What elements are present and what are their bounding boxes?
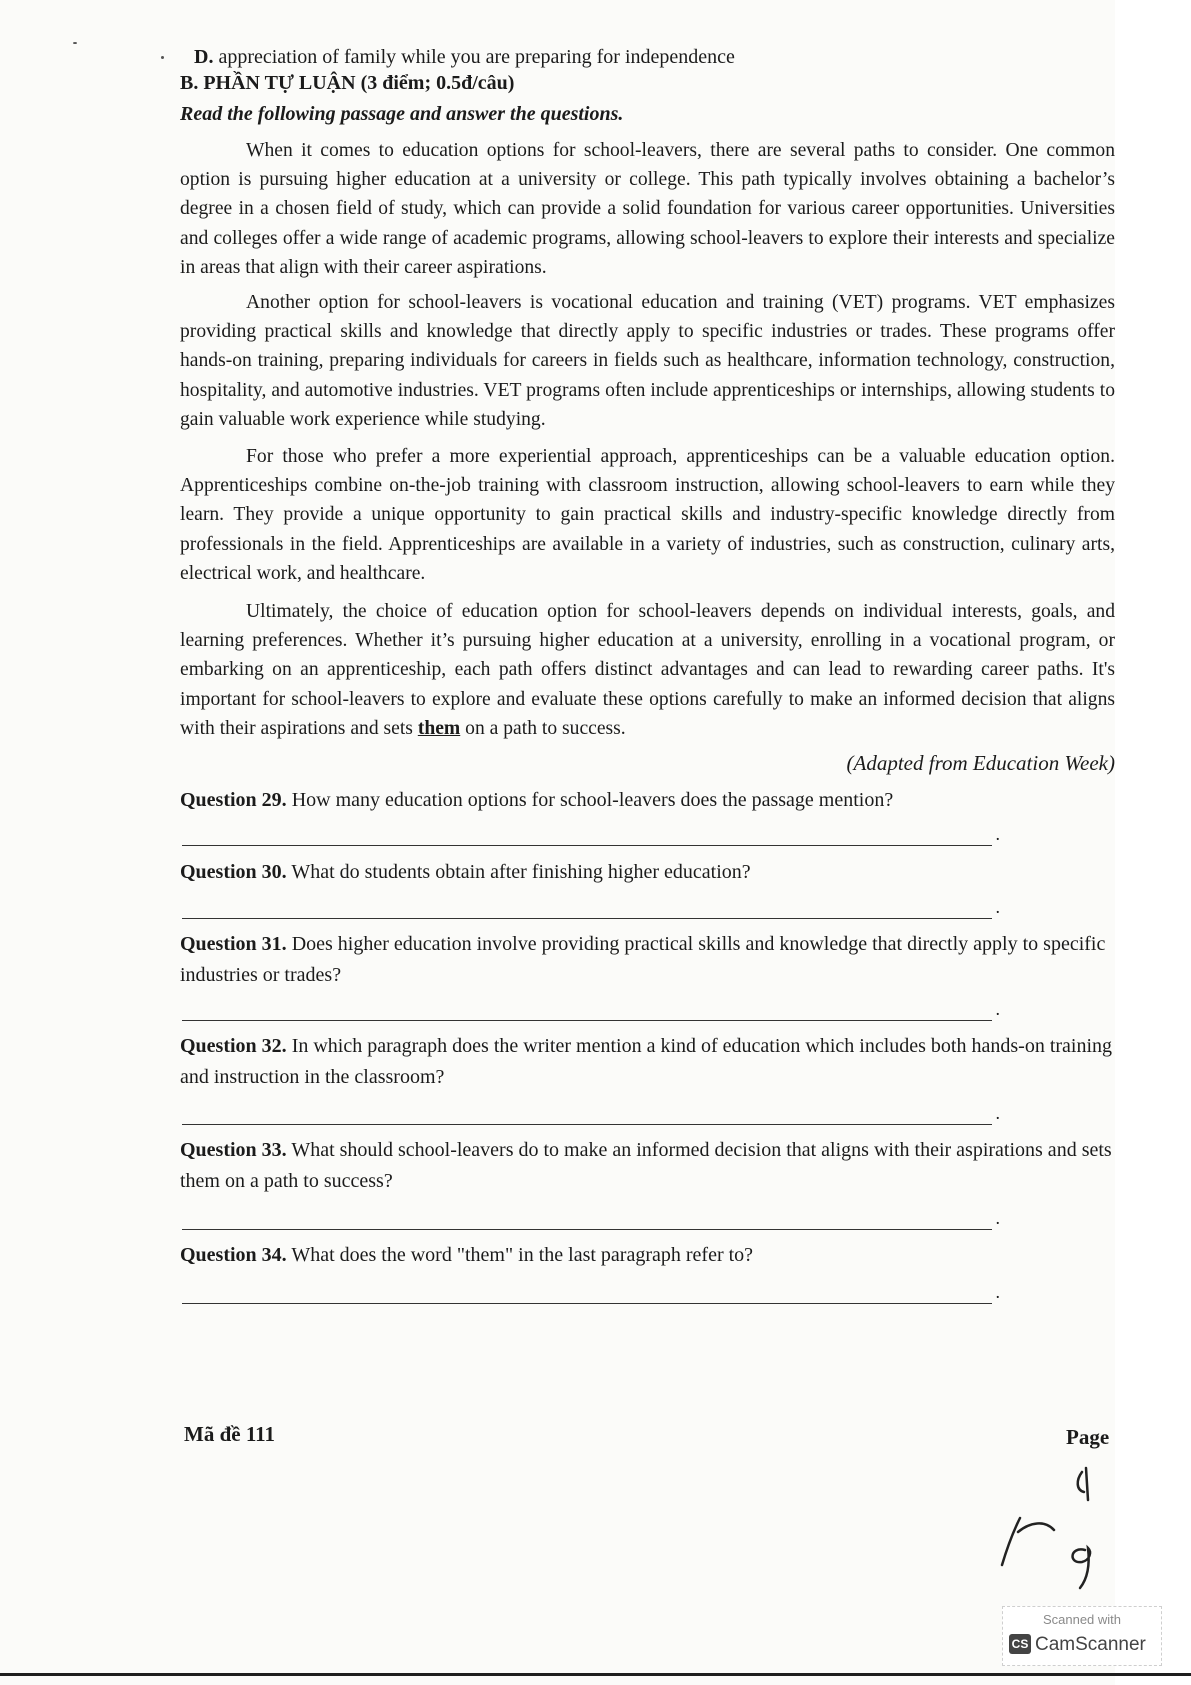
question-text: In which paragraph does the writer mention a kind of education which includes both hands-on training and instruction in the classroom? bbox=[180, 1035, 1113, 1088]
question-text: What should school-leavers do to make an informed decision that aligns with their aspirations and sets them on a path to success? bbox=[180, 1139, 1112, 1192]
scan-speck bbox=[161, 56, 164, 59]
answer-line-34[interactable] bbox=[182, 1303, 992, 1304]
question-32 bbox=[180, 1031, 1115, 1093]
scan-bottom-border bbox=[0, 1673, 1191, 1676]
option-text: appreciation of family while you are preparing for independence bbox=[213, 46, 735, 68]
camscanner-brand bbox=[1009, 1634, 1146, 1656]
option-d bbox=[194, 44, 735, 70]
scanned-with-text: Scanned with bbox=[1042, 1612, 1122, 1627]
instruction: Read the following passage and answer the questions. bbox=[180, 103, 624, 125]
question-label: Question 33. bbox=[180, 1139, 287, 1161]
answer-line-31[interactable] bbox=[182, 1020, 992, 1021]
scan-speck bbox=[73, 42, 77, 44]
question-text: What does the word "them" in the last paragraph refer to? bbox=[286, 1244, 754, 1266]
paragraph-4-ending: on a path to success. bbox=[460, 717, 626, 739]
question-label: Question 30. bbox=[180, 861, 287, 883]
answer-line-33[interactable] bbox=[182, 1229, 992, 1230]
answer-line-30[interactable] bbox=[182, 918, 992, 919]
section-title: B. PHẦN TỰ LUẬN (3 điểm; 0.5đ/câu) bbox=[180, 72, 515, 94]
passage-paragraph-1: When it comes to education options for school-leavers, there are several paths to consider. One common option is pursuing higher education at a university or college. This path typically involves obtaining a bachelor’s degree in a chosen field of study, which can provide a solid foundation for various career opportunities. Universities and colleges offer a wide range of academic programs, allowing school-leavers to explore their interests and specialize in areas that align with their career aspirations. bbox=[180, 140, 1115, 278]
option-letter: D. bbox=[194, 46, 214, 68]
question-text: What do students obtain after finishing higher education? bbox=[286, 861, 751, 883]
question-label: Question 31. bbox=[180, 933, 287, 955]
camscanner-logo-icon: CS bbox=[1009, 1634, 1031, 1654]
question-text: Does higher education involve providing practical skills and knowledge that directly apply to specific industries or trades? bbox=[180, 933, 1106, 986]
paragraph-4-text: Ultimately, the choice of education option for school-leavers depends on individual interests, goals, and learning preferences. Whether it’s pursuing higher education at a university, enrolling in a vocational program, or embarking on an apprenticeship, each path offers distinct advantages and can lead to rewarding career paths. It's important for school-leavers to explore and evaluate these options carefully to make an informed decision that aligns with their aspirations and sets bbox=[180, 601, 1115, 739]
page-right-edge bbox=[1115, 0, 1191, 1685]
question-label: Question 34. bbox=[180, 1244, 287, 1266]
passage-paragraph-3: For those who prefer a more experiential approach, apprenticeships can be a valuable education option. Apprenticeships combine on-the-job training with classroom instruction, allowing school-leavers to earn while they learn. They provide a unique opportunity to gain practical skills and industry-specific knowledge directly from professionals in the field. Apprenticeships are available in a variety of industries, such as construction, culinary arts, electrical work, and healthcare. bbox=[180, 446, 1115, 584]
camscanner-watermark bbox=[1002, 1606, 1162, 1666]
exam-code: Mã đề 111 bbox=[184, 1422, 276, 1446]
passage-paragraph-4 bbox=[180, 597, 1115, 743]
question-29 bbox=[180, 785, 1115, 816]
question-text: How many education options for school-leavers does the passage mention? bbox=[286, 789, 894, 811]
question-33 bbox=[180, 1135, 1115, 1197]
answer-line-29[interactable] bbox=[182, 845, 992, 846]
handwritten-signature bbox=[990, 1460, 1100, 1590]
question-34 bbox=[180, 1240, 1115, 1271]
camscanner-name: CamScanner bbox=[1035, 1634, 1146, 1655]
page-label: Page bbox=[1066, 1425, 1110, 1449]
underlined-word-them: them bbox=[417, 717, 461, 739]
answer-line-32[interactable] bbox=[182, 1124, 992, 1125]
source-citation: (Adapted from Education Week) bbox=[846, 751, 1115, 775]
passage-paragraph-2: Another option for school-leavers is vocational education and training (VET) programs. VET emphasizes providing practical skills and knowledge that directly apply to specific industries or trades. These programs offer hands-on training, preparing individuals for careers in fields such as healthcare, information technology, construction, hospitality, and automotive industries. VET programs often include apprenticeships or internships, allowing students to gain valuable work experience while studying. bbox=[180, 292, 1115, 430]
question-31 bbox=[180, 929, 1115, 991]
question-label: Question 29. bbox=[180, 789, 287, 811]
question-30 bbox=[180, 857, 1115, 888]
question-label: Question 32. bbox=[180, 1035, 287, 1057]
